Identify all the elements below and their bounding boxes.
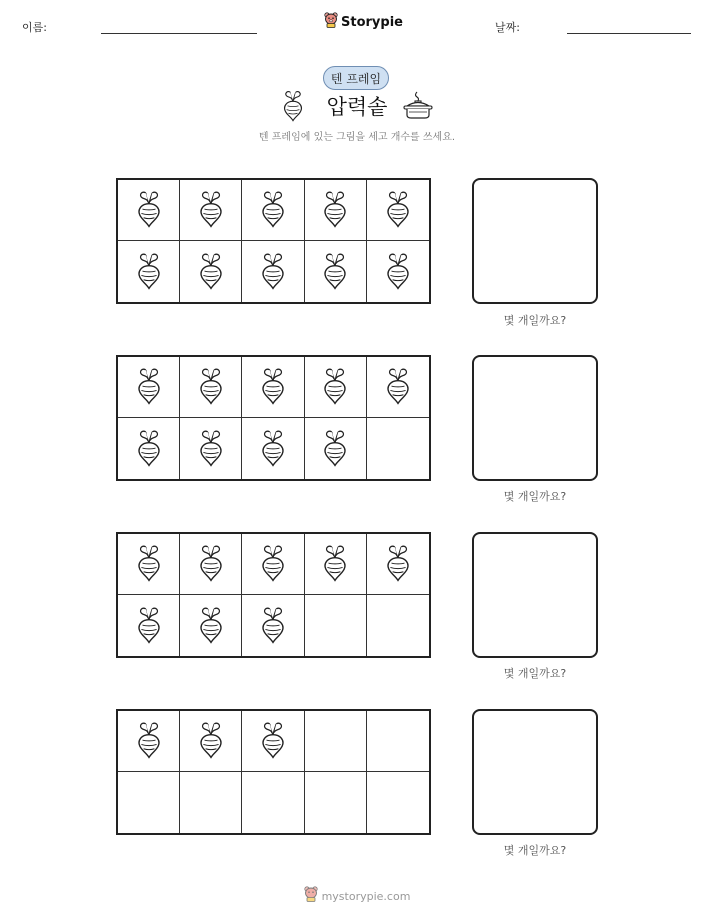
frame-cell (242, 711, 304, 772)
beet-icon (136, 602, 162, 650)
pressure-cooker-icon (403, 91, 433, 123)
beet-icon (198, 248, 224, 296)
frame-cell (242, 180, 304, 241)
frame-cell (118, 241, 180, 302)
beet-icon (322, 540, 348, 588)
beet-icon (260, 717, 286, 765)
brand-name: Storypie (341, 14, 403, 30)
beet-icon (198, 540, 224, 588)
beet-icon (136, 717, 162, 765)
beet-icon (136, 363, 162, 411)
frame-cell (180, 418, 242, 479)
beet-icon (322, 186, 348, 234)
beet-icon (260, 186, 286, 234)
ten-frame-4 (116, 709, 431, 835)
question-label-3: 몇 개일까요? (503, 667, 567, 680)
answer-box-1[interactable] (472, 178, 598, 304)
name-label: 이름: (22, 21, 47, 34)
frame-cell (180, 241, 242, 302)
question-label-2: 몇 개일까요? (503, 490, 567, 503)
frame-cell (367, 711, 429, 772)
frame-cell (118, 534, 180, 595)
frame-cell (305, 241, 367, 302)
beet-icon (198, 602, 224, 650)
frame-cell (242, 534, 304, 595)
frame-cell (180, 772, 242, 833)
frame-cell (180, 357, 242, 418)
frame-cell (367, 418, 429, 479)
ten-frame-3 (116, 532, 431, 658)
frame-cell (118, 595, 180, 656)
frame-cell (180, 595, 242, 656)
beet-icon (198, 717, 224, 765)
frame-cell (242, 595, 304, 656)
beet-icon (198, 363, 224, 411)
beet-icon (136, 186, 162, 234)
answer-box-3[interactable] (472, 532, 598, 658)
frame-cell (242, 418, 304, 479)
question-label-4: 몇 개일까요? (503, 844, 567, 857)
beet-icon (260, 248, 286, 296)
ten-frame-1 (116, 178, 431, 304)
frame-cell (305, 180, 367, 241)
frame-cell (180, 180, 242, 241)
answer-box-2[interactable] (472, 355, 598, 481)
beet-icon (322, 425, 348, 473)
beet-icon (385, 248, 411, 296)
frame-cell (367, 772, 429, 833)
frame-cell (367, 595, 429, 656)
frame-cell (305, 772, 367, 833)
frame-cell (367, 357, 429, 418)
frame-cell (180, 534, 242, 595)
frame-cell (305, 534, 367, 595)
ten-frame-2 (116, 355, 431, 481)
beet-icon (136, 540, 162, 588)
frame-cell (242, 241, 304, 302)
frame-cell (305, 357, 367, 418)
beet-icon (385, 540, 411, 588)
beet-icon (136, 425, 162, 473)
frame-cell (180, 711, 242, 772)
frame-cell (118, 357, 180, 418)
frame-cell (242, 357, 304, 418)
beet-icon (260, 602, 286, 650)
beet-icon (260, 363, 286, 411)
bear-logo-icon (304, 886, 318, 906)
footer-url: mystorypie.com (321, 889, 411, 903)
name-line[interactable] (101, 33, 257, 34)
question-label-1: 몇 개일까요? (503, 314, 567, 327)
date-line[interactable] (567, 33, 691, 34)
beet-icon (198, 425, 224, 473)
frame-cell (118, 418, 180, 479)
beet-icon (322, 363, 348, 411)
beet-icon (385, 363, 411, 411)
frame-cell (367, 241, 429, 302)
answer-box-4[interactable] (472, 709, 598, 835)
beet-icon (136, 248, 162, 296)
frame-cell (118, 772, 180, 833)
beet-icon (260, 425, 286, 473)
frame-cell (118, 711, 180, 772)
frame-cell (118, 180, 180, 241)
page-title: 압력솥 (326, 95, 388, 119)
frame-cell (305, 711, 367, 772)
frame-cell (367, 534, 429, 595)
beet-icon (260, 540, 286, 588)
topic-badge: 텐 프레임 (323, 66, 389, 90)
footer (0, 886, 714, 906)
frame-cell (242, 772, 304, 833)
beet-icon (322, 248, 348, 296)
date-label: 날짜: (495, 21, 520, 34)
brand-logo (324, 12, 403, 32)
beet-icon (282, 88, 304, 126)
instructions: 텐 프레임에 있는 그림을 세고 개수를 쓰세요. (258, 132, 456, 143)
beet-icon (198, 186, 224, 234)
frame-cell (367, 180, 429, 241)
beet-icon (385, 186, 411, 234)
frame-cell (305, 418, 367, 479)
frame-cell (305, 595, 367, 656)
bear-logo-icon (324, 12, 338, 32)
